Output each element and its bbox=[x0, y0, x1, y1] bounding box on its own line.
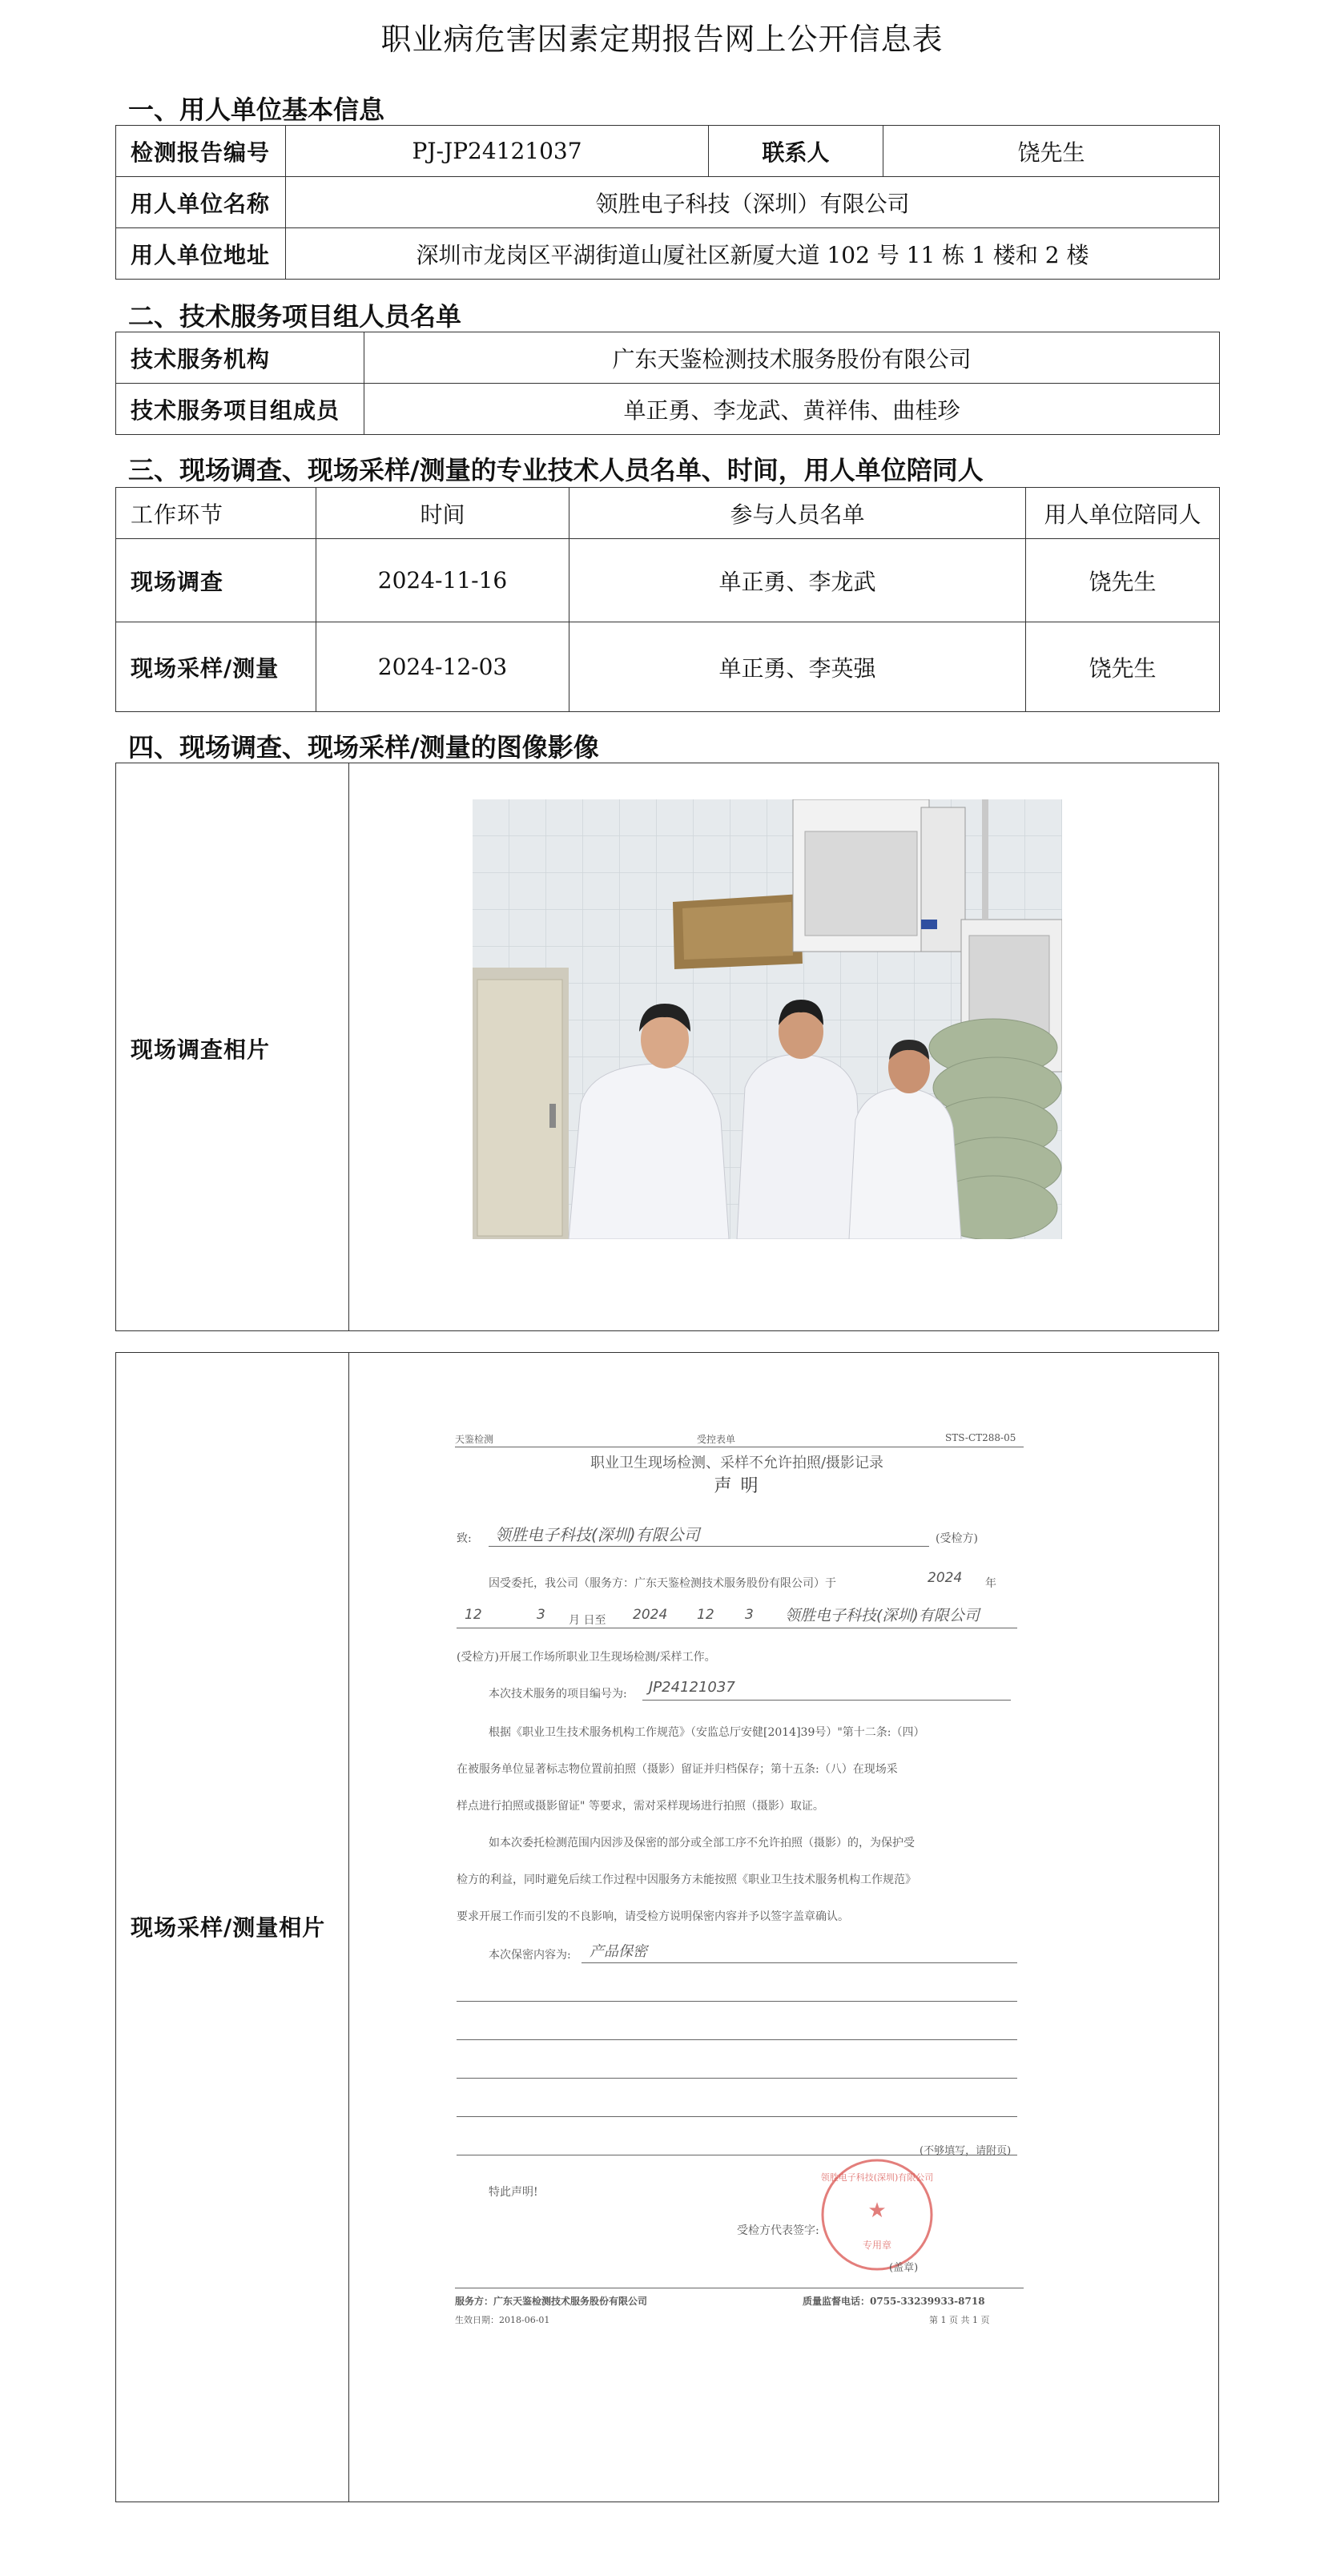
schedule-stage: 现场调查 bbox=[116, 539, 316, 622]
scan-to-prefix: 致: bbox=[457, 1532, 472, 1545]
section-1-heading: 一、用人单位基本信息 bbox=[128, 95, 385, 125]
scan-year-unit: 年 bbox=[985, 1577, 996, 1590]
schedule-people: 单正勇、李英强 bbox=[569, 622, 1026, 712]
section-2-heading: 二、技术服务项目组人员名单 bbox=[128, 301, 462, 332]
scan-to-name: 领胜电子科技(深圳)有限公司 bbox=[495, 1525, 700, 1544]
report-no-label: 检测报告编号 bbox=[116, 126, 286, 177]
scan-para2b: 检方的利益，同时避免后续工作过程中因服务方未能按照《职业卫生技术服务机构工作规范》 bbox=[457, 1874, 916, 1886]
address-value: 深圳市龙岗区平湖街道山厦社区新厦大道 102 号 11 栋 1 楼和 2 楼 bbox=[286, 228, 1220, 280]
declaration-scan bbox=[433, 1410, 1041, 2363]
company-stamp bbox=[817, 2155, 937, 2275]
basic-info-table bbox=[115, 125, 1220, 280]
org-value: 广东天鉴检测技术服务股份有限公司 bbox=[364, 332, 1220, 384]
scan-month1: 12 bbox=[465, 1607, 482, 1623]
stamp-sub: 专用章 bbox=[862, 2240, 891, 2251]
scan-to-suffix: (受检方) bbox=[936, 1532, 978, 1545]
stamp-text: 领胜电子科技(深圳)有限公司 bbox=[820, 2172, 934, 2183]
schedule-table bbox=[115, 487, 1220, 712]
schedule-date: 2024-12-03 bbox=[316, 622, 569, 712]
survey-photo-label: 现场调查相片 bbox=[131, 1036, 271, 1063]
scan-line2: (受检方)开展工作场所职业卫生现场检测/采样工作。 bbox=[457, 1651, 716, 1664]
scan-seal-note: (盖章) bbox=[889, 2262, 919, 2274]
scan-year1: 2024 bbox=[928, 1570, 963, 1586]
page-title: 职业病危害因素定期报告网上公开信息表 bbox=[380, 22, 944, 57]
scan-special: 特此声明! bbox=[489, 2186, 538, 2199]
scan-title: 职业卫生现场检测、采样不允许拍照/摄影记录 bbox=[590, 1455, 884, 1471]
company-label: 用人单位名称 bbox=[116, 177, 286, 228]
members-value: 单正勇、李龙武、黄祥伟、曲桂珍 bbox=[364, 384, 1220, 435]
scan-para2c: 要求开展工作而引发的不良影响，请受检方说明保密内容并予以签字盖章确认。 bbox=[457, 1910, 849, 1923]
scan-footer-date: 生效日期：2018-06-01 bbox=[455, 2315, 550, 2325]
team-table bbox=[115, 332, 1220, 435]
scan-month2: 12 bbox=[697, 1607, 714, 1623]
company-value: 领胜电子科技（深圳）有限公司 bbox=[286, 177, 1220, 228]
scan-day1: 3 bbox=[537, 1607, 545, 1623]
schedule-people: 单正勇、李龙武 bbox=[569, 539, 1026, 622]
schedule-escort: 饶先生 bbox=[1026, 622, 1220, 712]
scan-footer-page: 第 1 页 共 1 页 bbox=[929, 2315, 990, 2325]
sampling-photo-label: 现场采样/测量相片 bbox=[131, 1914, 326, 1941]
scan-para1b: 在被服务单位显著标志物位置前拍照（摄影）留证并归档保存；第十五条:（八）在现场采 bbox=[457, 1763, 898, 1776]
survey-photo bbox=[473, 799, 1062, 1239]
table-row bbox=[116, 539, 1220, 622]
scan-line3: 本次技术服务的项目编号为: bbox=[489, 1688, 627, 1701]
scan-para1c: 样点进行拍照或摄影留证" 等要求，需对采样现场进行拍照（摄影）取证。 bbox=[457, 1800, 824, 1813]
table-row bbox=[116, 622, 1220, 712]
scan-secret-label: 本次保密内容为: bbox=[489, 1949, 571, 1962]
schedule-header-people: 参与人员名单 bbox=[569, 488, 1026, 539]
scan-date-mid: 月 日至 bbox=[569, 1614, 606, 1627]
scan-footer-right: 质量监督电话：0755-33239933-8718 bbox=[803, 2296, 985, 2307]
scan-para1a: 根据《职业卫生技术服务机构工作规范》（安监总厅安健[2014]39号）"第十二条:（四） bbox=[489, 1726, 925, 1739]
scan-subtitle: 声 明 bbox=[714, 1476, 760, 1496]
contact-label: 联系人 bbox=[709, 126, 883, 177]
scan-header-right: STS-CT288-05 bbox=[945, 1432, 1016, 1443]
scan-sign-label: 受检方代表签字: bbox=[737, 2224, 819, 2237]
address-label: 用人单位地址 bbox=[116, 228, 286, 280]
contact-value: 饶先生 bbox=[883, 126, 1220, 177]
scan-day2: 3 bbox=[745, 1607, 754, 1623]
scan-para2a: 如本次委托检测范围内因涉及保密的部分或全部工序不允许拍照（摄影）的，为保护受 bbox=[489, 1837, 915, 1849]
scan-secret: 产品保密 bbox=[590, 1943, 647, 1960]
scan-overflow-note: (不够填写，请附页) bbox=[920, 2145, 1012, 2157]
scan-year2: 2024 bbox=[633, 1607, 668, 1623]
members-label: 技术服务项目组成员 bbox=[116, 384, 364, 435]
schedule-header-stage: 工作环节 bbox=[116, 488, 316, 539]
schedule-stage: 现场采样/测量 bbox=[116, 622, 316, 712]
scan-line1: 因受委托，我公司（服务方：广东天鉴检测技术服务股份有限公司）于 bbox=[489, 1577, 836, 1590]
scan-header-left: 天鉴检测 bbox=[455, 1434, 494, 1445]
scan-footer-left: 服务方：广东天鉴检测技术服务股份有限公司 bbox=[455, 2296, 648, 2307]
section-4-heading: 四、现场调查、现场采样/测量的图像影像 bbox=[128, 732, 599, 763]
scan-project-no: JP24121037 bbox=[649, 1679, 735, 1696]
scan-header-mid: 受控表单 bbox=[697, 1434, 736, 1445]
scan-place: 领胜电子科技(深圳)有限公司 bbox=[785, 1607, 980, 1624]
svg-text:★: ★ bbox=[867, 2199, 887, 2223]
schedule-date: 2024-11-16 bbox=[316, 539, 569, 622]
schedule-header-escort: 用人单位陪同人 bbox=[1026, 488, 1220, 539]
report-no-value: PJ-JP24121037 bbox=[286, 126, 709, 177]
schedule-escort: 饶先生 bbox=[1026, 539, 1220, 622]
schedule-header-date: 时间 bbox=[316, 488, 569, 539]
org-label: 技术服务机构 bbox=[116, 332, 364, 384]
section-3-heading: 三、现场调查、现场采样/测量的专业技术人员名单、时间，用人单位陪同人 bbox=[128, 455, 984, 485]
